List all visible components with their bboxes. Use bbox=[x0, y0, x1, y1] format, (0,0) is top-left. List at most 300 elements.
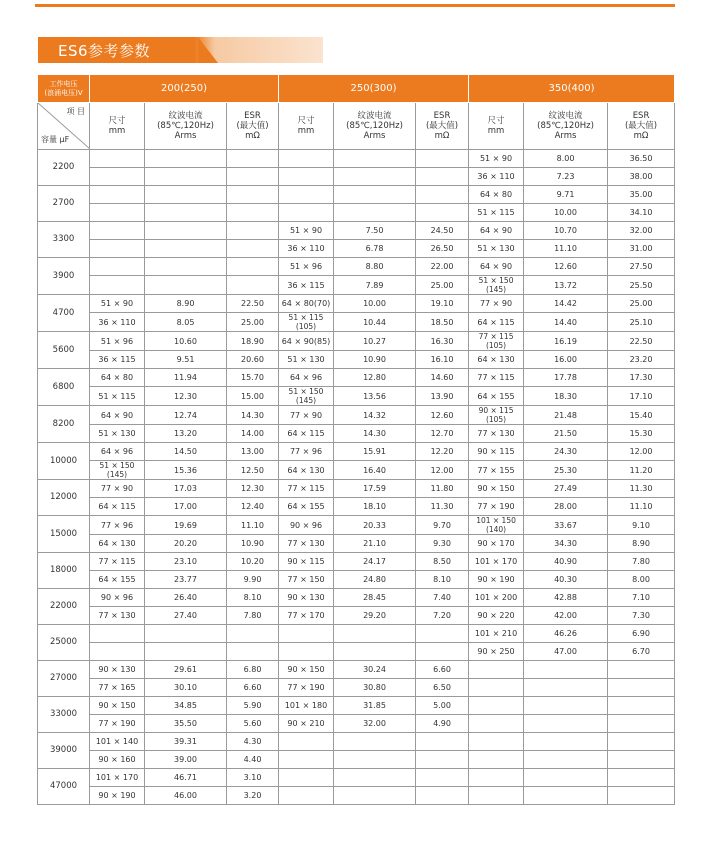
cell-ripple: 8.05 bbox=[145, 313, 227, 332]
cell-size: 77 × 130 bbox=[90, 607, 145, 625]
cell-esr bbox=[227, 186, 279, 204]
cell-esr: 18.90 bbox=[227, 332, 279, 351]
cell-esr bbox=[227, 276, 279, 295]
capacity-cell: 18000 bbox=[38, 553, 90, 589]
cell-size: 77 × 190 bbox=[469, 498, 524, 516]
table-row bbox=[38, 679, 675, 697]
capacity-cell: 10000 bbox=[38, 443, 90, 480]
cell-size: 77 × 90 bbox=[90, 480, 145, 498]
col-header-line: (最大值) bbox=[236, 121, 269, 131]
cell-size bbox=[279, 168, 334, 186]
cell-size: 36 × 110 bbox=[279, 240, 334, 258]
table-row bbox=[38, 480, 675, 498]
capacity-cell: 27000 bbox=[38, 661, 90, 697]
cell-ripple bbox=[524, 733, 608, 751]
cell-esr: 8.90 bbox=[608, 535, 675, 553]
cell-size: 77 × 115 bbox=[279, 480, 334, 498]
cell-size: 64 × 80 bbox=[469, 186, 524, 204]
cell-ripple bbox=[524, 769, 608, 787]
cell-ripple: 47.00 bbox=[524, 643, 608, 661]
cell-ripple: 24.30 bbox=[524, 443, 608, 461]
cell-esr bbox=[227, 168, 279, 186]
cell-ripple: 33.67 bbox=[524, 516, 608, 535]
cell-ripple bbox=[334, 787, 416, 805]
cell-esr bbox=[416, 186, 469, 204]
cell-esr bbox=[416, 787, 469, 805]
cell-esr bbox=[608, 733, 675, 751]
cell-ripple: 13.72 bbox=[524, 276, 608, 295]
cell-ripple: 20.33 bbox=[334, 516, 416, 535]
cell-ripple: 15.91 bbox=[334, 443, 416, 461]
col-header-line: (最大值) bbox=[624, 121, 658, 131]
cell-size: 64 × 96 bbox=[279, 369, 334, 387]
table-row bbox=[38, 369, 675, 387]
cell-size bbox=[469, 787, 524, 805]
cell-ripple: 9.71 bbox=[524, 186, 608, 204]
cell-ripple bbox=[334, 168, 416, 186]
cell-esr: 9.90 bbox=[227, 571, 279, 589]
cell-esr bbox=[608, 769, 675, 787]
cell-size: 90 × 210 bbox=[279, 715, 334, 733]
cell-ripple: 6.78 bbox=[334, 240, 416, 258]
cell-size: 90 × 190 bbox=[469, 571, 524, 589]
cell-ripple bbox=[334, 733, 416, 751]
cell-esr: 6.90 bbox=[608, 625, 675, 643]
cell-ripple: 34.85 bbox=[145, 697, 227, 715]
capacity-cell: 3300 bbox=[38, 222, 90, 258]
cell-ripple bbox=[145, 150, 227, 168]
cell-size: 64 × 115 bbox=[469, 313, 524, 332]
cell-ripple: 18.10 bbox=[334, 498, 416, 516]
cell-size: 101 × 180 bbox=[279, 697, 334, 715]
cell-ripple bbox=[334, 204, 416, 222]
col-header-line: 纹波电流 bbox=[548, 111, 583, 121]
cell-esr: 32.00 bbox=[608, 222, 675, 240]
cell-ripple: 12.60 bbox=[524, 258, 608, 276]
cell-esr: 7.40 bbox=[416, 589, 469, 607]
cell-size: 64 × 130 bbox=[469, 351, 524, 369]
table-row bbox=[38, 313, 675, 332]
cell-ripple: 7.89 bbox=[334, 276, 416, 295]
cell-esr: 14.60 bbox=[416, 369, 469, 387]
cell-esr: 8.00 bbox=[608, 571, 675, 589]
cell-esr: 5.00 bbox=[416, 697, 469, 715]
cell-size: 90 × 115 (105) bbox=[469, 406, 524, 425]
cell-esr: 22.50 bbox=[227, 295, 279, 313]
cell-esr: 15.00 bbox=[227, 387, 279, 406]
cell-size: 90 × 170 bbox=[469, 535, 524, 553]
table-row bbox=[38, 733, 675, 751]
table-row bbox=[38, 516, 675, 535]
corner-capacity-label: 容量 μF bbox=[41, 135, 70, 144]
cell-size: 51 × 115 (105) bbox=[279, 313, 334, 332]
table-row bbox=[38, 553, 675, 571]
cell-esr: 36.50 bbox=[608, 150, 675, 168]
cell-esr: 15.30 bbox=[608, 425, 675, 443]
col-header-size bbox=[90, 103, 145, 150]
cell-ripple: 15.36 bbox=[145, 461, 227, 480]
cell-ripple: 17.78 bbox=[524, 369, 608, 387]
col-header-ripple bbox=[334, 103, 416, 150]
cell-size bbox=[90, 168, 145, 186]
cell-ripple bbox=[145, 168, 227, 186]
voltage-350: 350(400) bbox=[469, 75, 675, 103]
cell-esr: 6.60 bbox=[416, 661, 469, 679]
cell-size: 51 × 130 bbox=[469, 240, 524, 258]
cell-esr: 25.50 bbox=[608, 276, 675, 295]
voltage-250: 250(300) bbox=[279, 75, 469, 103]
cell-esr: 12.40 bbox=[227, 498, 279, 516]
cell-esr bbox=[608, 679, 675, 697]
table-row bbox=[38, 406, 675, 425]
col-header-size bbox=[279, 103, 334, 150]
cell-size: 90 × 130 bbox=[90, 661, 145, 679]
cell-esr bbox=[416, 733, 469, 751]
col-header-line: 尺寸 bbox=[297, 116, 315, 126]
cell-esr: 7.20 bbox=[416, 607, 469, 625]
cell-ripple: 28.00 bbox=[524, 498, 608, 516]
table-row bbox=[38, 535, 675, 553]
cell-ripple: 46.00 bbox=[145, 787, 227, 805]
cell-esr: 25.00 bbox=[416, 276, 469, 295]
cell-esr bbox=[227, 150, 279, 168]
cell-size bbox=[469, 769, 524, 787]
cell-ripple: 29.61 bbox=[145, 661, 227, 679]
cell-esr: 12.70 bbox=[416, 425, 469, 443]
cell-size: 51 × 130 bbox=[279, 351, 334, 369]
cell-esr: 16.30 bbox=[416, 332, 469, 351]
cell-ripple bbox=[334, 643, 416, 661]
col-header-line: ESR bbox=[244, 111, 261, 121]
corner-item-label: 项 目 bbox=[66, 107, 85, 116]
cell-esr: 7.10 bbox=[608, 589, 675, 607]
cell-esr: 12.50 bbox=[227, 461, 279, 480]
cell-esr bbox=[227, 240, 279, 258]
cell-ripple: 14.50 bbox=[145, 443, 227, 461]
cell-ripple: 13.20 bbox=[145, 425, 227, 443]
cell-ripple bbox=[524, 787, 608, 805]
cell-ripple: 28.45 bbox=[334, 589, 416, 607]
col-header-line: mm bbox=[108, 126, 126, 136]
cell-size: 64 × 96 bbox=[90, 443, 145, 461]
cell-ripple: 30.80 bbox=[334, 679, 416, 697]
cell-ripple: 7.50 bbox=[334, 222, 416, 240]
cell-size: 90 × 130 bbox=[279, 589, 334, 607]
cell-size: 90 × 115 bbox=[279, 553, 334, 571]
col-header-line: 尺寸 bbox=[487, 116, 505, 126]
cell-ripple: 39.31 bbox=[145, 733, 227, 751]
cell-ripple: 46.71 bbox=[145, 769, 227, 787]
cell-esr: 13.00 bbox=[227, 443, 279, 461]
cell-esr: 14.30 bbox=[227, 406, 279, 425]
cell-ripple bbox=[524, 679, 608, 697]
cell-ripple: 16.00 bbox=[524, 351, 608, 369]
cell-size: 77 × 190 bbox=[279, 679, 334, 697]
cell-ripple: 32.00 bbox=[334, 715, 416, 733]
cell-ripple: 42.88 bbox=[524, 589, 608, 607]
cell-ripple: 20.20 bbox=[145, 535, 227, 553]
spec-table bbox=[37, 74, 675, 805]
cell-esr bbox=[227, 204, 279, 222]
cell-ripple: 17.03 bbox=[145, 480, 227, 498]
diagonal-corner-cell bbox=[38, 103, 90, 150]
cell-esr bbox=[608, 751, 675, 769]
cell-esr bbox=[227, 258, 279, 276]
cell-esr bbox=[608, 661, 675, 679]
cell-ripple: 31.85 bbox=[334, 697, 416, 715]
cell-esr: 25.00 bbox=[608, 295, 675, 313]
cell-ripple: 17.59 bbox=[334, 480, 416, 498]
cell-esr bbox=[416, 625, 469, 643]
cell-size bbox=[279, 751, 334, 769]
cell-esr: 22.50 bbox=[608, 332, 675, 351]
capacity-cell: 25000 bbox=[38, 625, 90, 661]
cell-size bbox=[90, 625, 145, 643]
cell-ripple: 26.40 bbox=[145, 589, 227, 607]
table-row bbox=[38, 571, 675, 589]
cell-esr: 5.90 bbox=[227, 697, 279, 715]
col-header-line: mm bbox=[487, 126, 505, 136]
table-row bbox=[38, 186, 675, 204]
cell-esr: 6.50 bbox=[416, 679, 469, 697]
cell-esr: 35.00 bbox=[608, 186, 675, 204]
cell-ripple: 9.51 bbox=[145, 351, 227, 369]
cell-ripple: 39.00 bbox=[145, 751, 227, 769]
table-row bbox=[38, 625, 675, 643]
cell-size bbox=[90, 222, 145, 240]
capacity-cell: 33000 bbox=[38, 697, 90, 733]
cell-ripple: 35.50 bbox=[145, 715, 227, 733]
cell-size bbox=[90, 643, 145, 661]
cell-size: 77 × 90 bbox=[279, 406, 334, 425]
col-header-line: 纹波电流 bbox=[168, 111, 203, 121]
cell-size bbox=[279, 769, 334, 787]
cell-ripple: 14.40 bbox=[524, 313, 608, 332]
cell-ripple: 7.23 bbox=[524, 168, 608, 186]
cell-ripple bbox=[524, 715, 608, 733]
table-row bbox=[38, 222, 675, 240]
cell-ripple: 46.26 bbox=[524, 625, 608, 643]
table-row bbox=[38, 425, 675, 443]
table-row bbox=[38, 351, 675, 369]
cell-size: 77 × 115 (105) bbox=[469, 332, 524, 351]
capacity-cell: 12000 bbox=[38, 480, 90, 516]
cell-esr: 16.10 bbox=[416, 351, 469, 369]
cell-size: 101 × 200 bbox=[469, 589, 524, 607]
col-header-size bbox=[469, 103, 524, 150]
cell-size: 101 × 210 bbox=[469, 625, 524, 643]
cell-esr: 12.60 bbox=[416, 406, 469, 425]
cell-size: 77 × 170 bbox=[279, 607, 334, 625]
cell-size: 36 × 115 bbox=[90, 351, 145, 369]
cell-esr: 26.50 bbox=[416, 240, 469, 258]
cell-size: 51 × 96 bbox=[279, 258, 334, 276]
corner-label-line2: (浪涌电压)V bbox=[44, 88, 83, 97]
table-row bbox=[38, 295, 675, 313]
table-row bbox=[38, 607, 675, 625]
cell-ripple: 21.10 bbox=[334, 535, 416, 553]
col-header-line: 尺寸 bbox=[108, 116, 126, 126]
cell-esr: 11.10 bbox=[227, 516, 279, 535]
cell-size: 64 × 130 bbox=[90, 535, 145, 553]
cell-size: 90 × 96 bbox=[279, 516, 334, 535]
cell-esr: 15.40 bbox=[608, 406, 675, 425]
cell-esr: 3.10 bbox=[227, 769, 279, 787]
col-header-esr bbox=[416, 103, 469, 150]
cell-size bbox=[279, 787, 334, 805]
cell-size: 101 × 170 bbox=[90, 769, 145, 787]
cell-ripple bbox=[334, 186, 416, 204]
capacity-cell: 2200 bbox=[38, 150, 90, 186]
cell-size: 77 × 96 bbox=[279, 443, 334, 461]
cell-esr: 14.00 bbox=[227, 425, 279, 443]
cell-size: 64 × 155 bbox=[90, 571, 145, 589]
cell-ripple: 11.94 bbox=[145, 369, 227, 387]
cell-size bbox=[279, 186, 334, 204]
cell-size: 90 × 150 bbox=[279, 661, 334, 679]
table-row bbox=[38, 589, 675, 607]
cell-size bbox=[469, 697, 524, 715]
cell-size: 77 × 150 bbox=[279, 571, 334, 589]
cell-esr: 18.50 bbox=[416, 313, 469, 332]
cell-esr: 8.50 bbox=[416, 553, 469, 571]
cell-esr: 24.50 bbox=[416, 222, 469, 240]
capacity-cell: 15000 bbox=[38, 516, 90, 553]
cell-size: 64 × 155 bbox=[469, 387, 524, 406]
cell-size: 77 × 165 bbox=[90, 679, 145, 697]
table-row bbox=[38, 661, 675, 679]
capacity-cell: 6800 bbox=[38, 369, 90, 406]
col-header-line: mΩ bbox=[633, 131, 649, 141]
page-title: ES6参考参数 bbox=[58, 42, 151, 60]
voltage-200: 200(250) bbox=[90, 75, 279, 103]
cell-esr: 12.20 bbox=[416, 443, 469, 461]
cell-size: 77 × 96 bbox=[90, 516, 145, 535]
cell-size bbox=[90, 204, 145, 222]
cell-ripple bbox=[145, 186, 227, 204]
cell-ripple: 13.56 bbox=[334, 387, 416, 406]
cell-size: 51 × 115 bbox=[469, 204, 524, 222]
cell-size: 90 × 96 bbox=[90, 589, 145, 607]
cell-esr: 8.10 bbox=[227, 589, 279, 607]
cell-esr bbox=[416, 643, 469, 661]
cell-esr: 38.00 bbox=[608, 168, 675, 186]
cell-size: 77 × 115 bbox=[469, 369, 524, 387]
cell-size: 64 × 115 bbox=[279, 425, 334, 443]
cell-size bbox=[279, 204, 334, 222]
table-row bbox=[38, 150, 675, 168]
cell-esr: 4.90 bbox=[416, 715, 469, 733]
col-header-line: ESR bbox=[433, 111, 451, 121]
table-row bbox=[38, 258, 675, 276]
cell-ripple: 40.30 bbox=[524, 571, 608, 589]
cell-esr bbox=[608, 787, 675, 805]
cell-ripple: 18.30 bbox=[524, 387, 608, 406]
cell-ripple: 8.00 bbox=[524, 150, 608, 168]
col-header-line: ESR bbox=[632, 111, 650, 121]
cell-esr: 11.10 bbox=[608, 498, 675, 516]
cell-esr: 13.90 bbox=[416, 387, 469, 406]
col-header-line: Arms bbox=[554, 131, 577, 141]
cell-size: 64 × 130 bbox=[279, 461, 334, 480]
cell-esr bbox=[416, 204, 469, 222]
cell-esr: 6.70 bbox=[608, 643, 675, 661]
cell-size: 64 × 90 bbox=[469, 222, 524, 240]
cell-ripple bbox=[145, 240, 227, 258]
cell-size: 51 × 115 bbox=[90, 387, 145, 406]
cell-ripple: 21.50 bbox=[524, 425, 608, 443]
cell-size bbox=[469, 715, 524, 733]
voltage-header-row bbox=[38, 75, 675, 103]
cell-ripple bbox=[145, 625, 227, 643]
cell-size: 90 × 250 bbox=[469, 643, 524, 661]
cell-ripple bbox=[524, 697, 608, 715]
cell-ripple bbox=[145, 222, 227, 240]
cell-esr: 4.40 bbox=[227, 751, 279, 769]
col-header-esr bbox=[227, 103, 279, 150]
table-row bbox=[38, 498, 675, 516]
cell-size: 77 × 190 bbox=[90, 715, 145, 733]
cell-size: 90 × 115 bbox=[469, 443, 524, 461]
cell-size: 64 × 80 bbox=[90, 369, 145, 387]
capacity-cell: 2700 bbox=[38, 186, 90, 222]
cell-ripple: 17.00 bbox=[145, 498, 227, 516]
table-row bbox=[38, 387, 675, 406]
cell-size: 101 × 170 bbox=[469, 553, 524, 571]
cell-size: 77 × 130 bbox=[279, 535, 334, 553]
cell-ripple bbox=[145, 258, 227, 276]
cell-size: 64 × 115 bbox=[90, 498, 145, 516]
cell-ripple: 24.80 bbox=[334, 571, 416, 589]
table-row bbox=[38, 332, 675, 351]
cell-ripple bbox=[334, 751, 416, 769]
table-row bbox=[38, 643, 675, 661]
cell-size bbox=[90, 276, 145, 295]
cell-size: 90 × 150 bbox=[90, 697, 145, 715]
cell-ripple: 14.42 bbox=[524, 295, 608, 313]
col-header-line: (最大值) bbox=[425, 121, 459, 131]
cell-ripple: 12.30 bbox=[145, 387, 227, 406]
col-header-line: Arms bbox=[363, 131, 386, 141]
cell-ripple: 8.80 bbox=[334, 258, 416, 276]
cell-esr: 20.60 bbox=[227, 351, 279, 369]
cell-esr: 27.50 bbox=[608, 258, 675, 276]
cell-size: 64 × 90(85) bbox=[279, 332, 334, 351]
cell-size bbox=[469, 751, 524, 769]
cell-size bbox=[469, 679, 524, 697]
cell-size: 64 × 90 bbox=[90, 406, 145, 425]
cell-esr: 11.30 bbox=[416, 498, 469, 516]
cell-esr bbox=[416, 150, 469, 168]
cell-esr: 17.10 bbox=[608, 387, 675, 406]
cell-esr: 11.20 bbox=[608, 461, 675, 480]
cell-ripple: 23.10 bbox=[145, 553, 227, 571]
cell-esr: 25.00 bbox=[227, 313, 279, 332]
col-header-line: (85℃,120Hz) bbox=[346, 121, 403, 131]
cell-size: 51 × 150 (145) bbox=[90, 461, 145, 480]
col-header-ripple bbox=[145, 103, 227, 150]
cell-ripple bbox=[524, 751, 608, 769]
table-row bbox=[38, 240, 675, 258]
table-row bbox=[38, 168, 675, 186]
capacity-cell: 4700 bbox=[38, 295, 90, 332]
table-row bbox=[38, 787, 675, 805]
col-header-line: (85℃,120Hz) bbox=[157, 121, 214, 131]
cell-size: 51 × 150 (145) bbox=[279, 387, 334, 406]
cell-size bbox=[469, 661, 524, 679]
cell-size: 36 × 115 bbox=[279, 276, 334, 295]
voltage-corner-cell bbox=[38, 75, 90, 103]
